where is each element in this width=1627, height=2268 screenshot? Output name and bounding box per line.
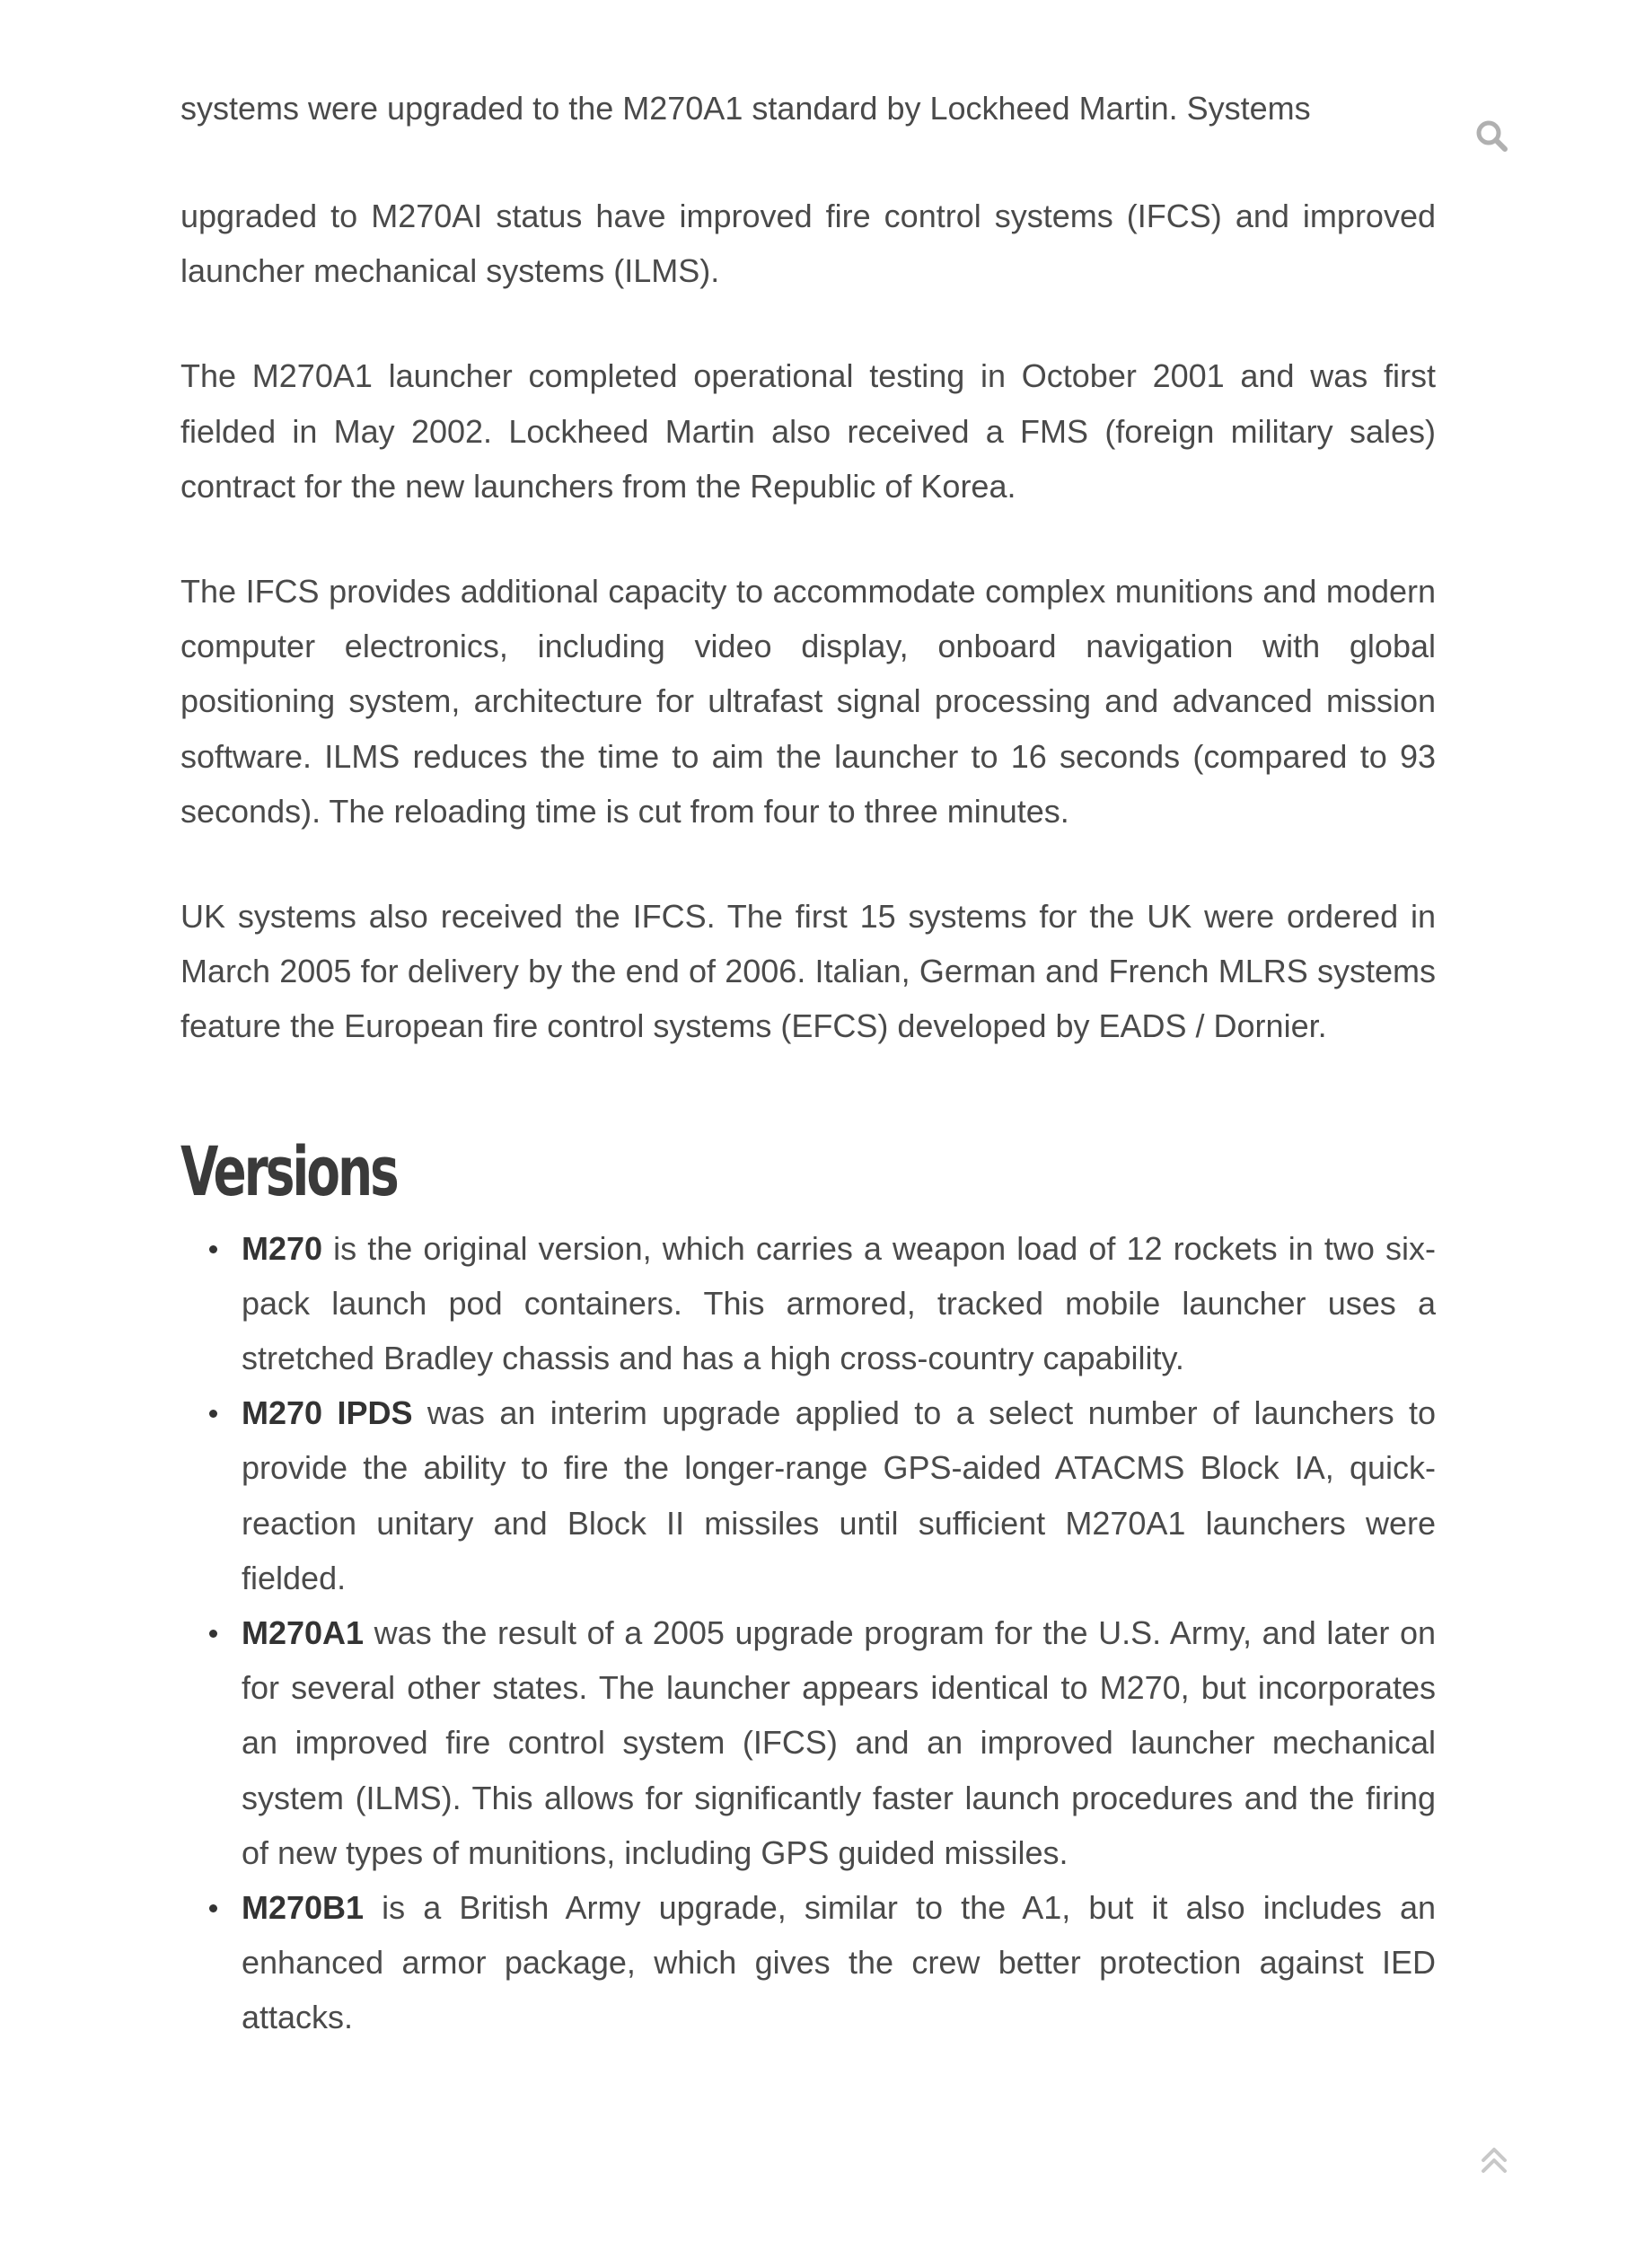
versions-heading: Versions	[180, 1130, 397, 1211]
version-description: was an interim upgrade applied to a select number of launchers to provide the ability to fire the longer-range GPS-aided ATACMS Block IA, quick-reaction unitary and Block II missiles until sufficient M270A1 launchers were fielded.	[242, 1394, 1437, 1596]
clipped-text: systems were upgraded to the M270A1 standard by Lockheed Martin. Systems	[180, 90, 1311, 127]
version-name: M270	[242, 1229, 323, 1267]
list-item	[242, 1605, 1436, 1880]
search-button[interactable]	[1473, 117, 1512, 156]
search-icon	[1473, 117, 1512, 156]
list-item	[242, 1385, 1436, 1605]
version-name: M270 IPDS	[242, 1394, 413, 1432]
list-item	[242, 1880, 1436, 2045]
paragraph-4: UK systems also received the IFCS. The first 15 systems for the UK were ordered in March 2005 for delivery by the end of 2006. Italian, German and French MLRS systems feature the European fire control systems (EFCS) developed by EADS / Dornier.	[180, 898, 1436, 1045]
list-item	[242, 1221, 1436, 1386]
article-body	[180, 144, 1436, 2045]
version-description: was the result of a 2005 upgrade program for the U.S. Army, and later on for several other states. The launcher appears identical to M270, but incorporates an improved fire control system (IFCS) and an improved launcher mechanical system (ILMS). This allows for significantly faster launch procedures and the firing of new types of munitions, including GPS guided missiles.	[242, 1614, 1436, 1871]
scroll-to-top-button[interactable]	[1473, 2139, 1516, 2182]
double-chevron-up-icon	[1473, 2139, 1516, 2182]
paragraph-3: The IFCS provides additional capacity to accommodate complex munitions and modern computer electronics, including video display, onboard navigation with global positioning system, architecture for ultrafast signal processing and advanced mission software. ILMS reduces the time to aim the launcher to 16 seconds (compared to 93 seconds). The reloading time is cut from four to three minutes.	[180, 573, 1436, 830]
version-name: M270A1	[242, 1614, 365, 1652]
paragraph-2: The M270A1 launcher completed operational testing in October 2001 and was first fielded in May 2002. Lockheed Martin also received a FMS (foreign military sales) contract for the new launchers from the Republic of Korea.	[180, 357, 1436, 505]
version-description: is a British Army upgrade, similar to the A1, but it also includes an enhanced armor package, which gives the crew better protection against IED attacks.	[242, 1889, 1436, 2036]
paragraph-1: upgraded to M270AI status have improved fire control systems (IFCS) and improved launcher mechanical systems (ILMS).	[180, 198, 1436, 290]
versions-list	[180, 1221, 1436, 2045]
version-name: M270B1	[242, 1889, 365, 1927]
version-description: is the original version, which carries a weapon load of 12 rockets in two six-pack launch pod containers. This armored, tracked mobile launcher uses a stretched Bradley chassis and has a high cross-country capability.	[242, 1229, 1436, 1377]
